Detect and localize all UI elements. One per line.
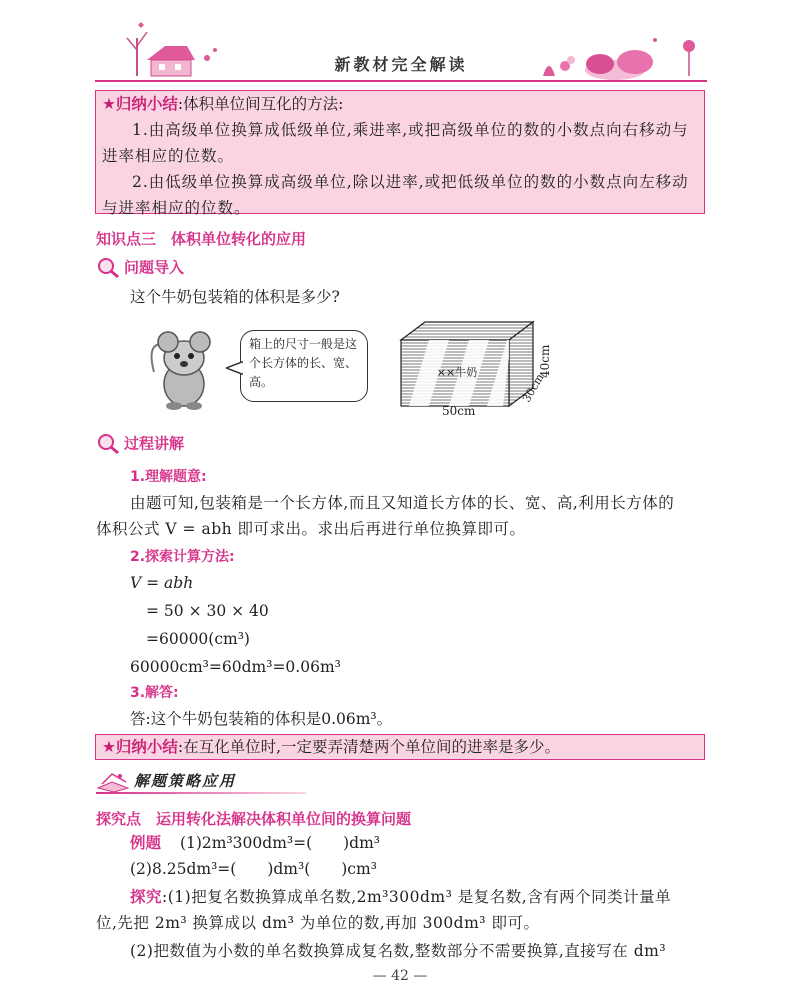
step1-title: 1.理解题意: xyxy=(130,469,207,485)
explore-line-1 xyxy=(130,884,671,910)
strategy-underline xyxy=(96,792,306,794)
example-1: (1)2m³300dm³=( )dm³ xyxy=(179,834,381,852)
example-label: 例题 xyxy=(130,834,162,852)
section-title: 知识点三 体积单位转化的应用 xyxy=(96,230,307,248)
summary-label: ★归纳小结 xyxy=(102,738,178,756)
summary-heading-2 xyxy=(102,734,560,760)
magnifier-icon xyxy=(96,256,120,278)
summary-box-2 xyxy=(95,734,705,760)
bubble-tail xyxy=(226,360,244,376)
explore-text-1a: :(1)把复名数换算成单名数,2m³300dm³ 是复名数,含有两个同类计量单 xyxy=(162,888,672,906)
mouse-illustration xyxy=(140,322,230,412)
calc-line-3: =60000(cm³) xyxy=(146,630,250,648)
process-title: 过程讲解 xyxy=(124,434,185,453)
box-width-label: 30cm xyxy=(520,371,547,405)
calc-line-4: 60000cm³=60dm³=0.06m³ xyxy=(130,658,341,676)
example-2: (2)8.25dm³=( )dm³( )cm³ xyxy=(130,860,377,878)
book-icon xyxy=(96,770,130,792)
intro-title: 问题导入 xyxy=(124,258,185,277)
calc-line-1: V = abh xyxy=(130,574,194,592)
step1-text-b: 体积公式 V = abh 即可求出。求出后再进行单位换算即可。 xyxy=(96,520,526,538)
answer-text: 答:这个牛奶包装箱的体积是0.06m³。 xyxy=(130,710,393,728)
step3-title: 3.解答: xyxy=(130,685,179,701)
strategy-title: 解题策略应用 xyxy=(134,772,237,790)
box-label: ××牛奶 xyxy=(436,366,478,379)
header-divider xyxy=(95,80,707,82)
explore-text-1b: 位,先把 2m³ 换算成以 dm³ 为单位的数,再加 300dm³ 即可。 xyxy=(96,914,540,932)
summary-heading-1 xyxy=(102,91,343,117)
magnifier-icon xyxy=(96,432,120,454)
intro-question: 这个牛奶包装箱的体积是多少? xyxy=(130,288,340,306)
summary-label: ★归纳小结 xyxy=(102,95,178,113)
step2-title: 2.探索计算方法: xyxy=(130,549,235,565)
page-header xyxy=(95,10,707,82)
explore-title: 探究点 运用转化法解决体积单位间的换算问题 xyxy=(96,810,412,828)
step1-text-a: 由题可知,包装箱是一个长方体,而且又知道长方体的长、宽、高,利用长方体的 xyxy=(130,494,675,512)
intro-heading xyxy=(96,256,184,282)
header-title: 新教材完全解读 xyxy=(334,55,468,74)
summary-item-1: 1.由高级单位换算成低级单位,乘进率,或把高级单位的数的小数点向右移动与进率相应的位数。 xyxy=(102,121,689,165)
speech-bubble-text: 箱上的尺寸一般是这个长方体的长、宽、高。 xyxy=(249,337,358,389)
summary-item-2: 2.由低级单位换算成高级单位,除以进率,或把低级单位的数的小数点向左移动与进率相应的位数。 xyxy=(102,173,689,217)
page-number: — 42 — xyxy=(372,968,428,984)
box-length-label: 50cm xyxy=(442,404,476,418)
example-line-1 xyxy=(130,830,380,856)
explore-label: 探究 xyxy=(130,888,163,906)
box-height-label: 40cm xyxy=(538,344,552,378)
process-heading xyxy=(96,432,184,458)
strategy-heading xyxy=(96,768,316,794)
summary-box-1 xyxy=(95,90,705,217)
speech-bubble xyxy=(240,330,368,402)
explore-text-2: (2)把数值为小数的单名数换算成复名数,整数部分不需要换算,直接写在 dm³ xyxy=(130,942,667,960)
summary-title: :体积单位间互化的方法: xyxy=(177,95,344,113)
summary-text: :在互化单位时,一定要弄清楚两个单位间的进率是多少。 xyxy=(177,738,561,756)
calc-line-2: = 50 × 30 × 40 xyxy=(146,602,269,620)
